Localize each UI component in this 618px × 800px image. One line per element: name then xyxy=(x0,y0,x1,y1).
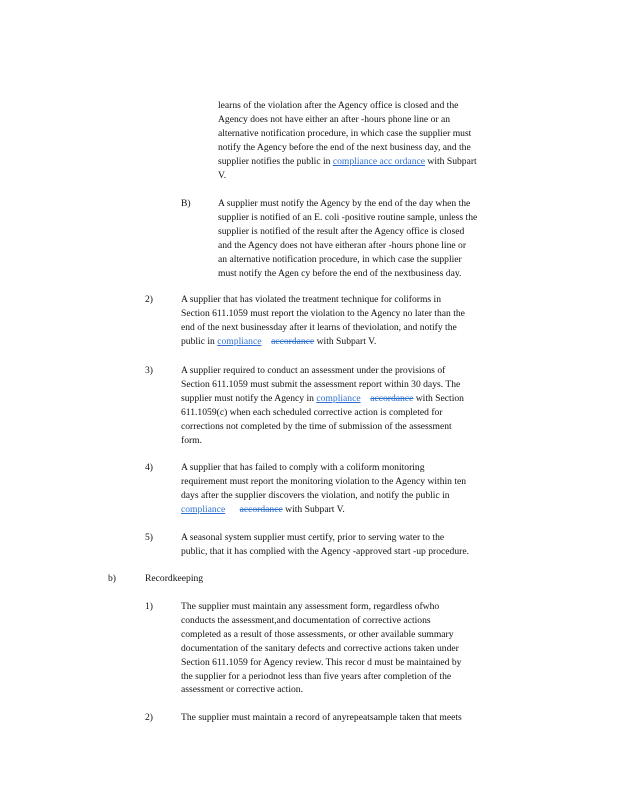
item-marker: 4) xyxy=(145,462,153,473)
text-line xyxy=(181,392,538,406)
text-line: Section 611.1059 for Agency review. This recor d must be maintained by xyxy=(181,656,462,668)
text-line: completed as a result of those assessments, or other available summary xyxy=(181,628,454,640)
text-segment: supplier notifies the public in xyxy=(218,155,331,167)
deleted-text: accordance xyxy=(239,503,283,515)
text-line: Agency does not have either an after -hours phone line or an xyxy=(218,113,451,125)
inserted-text: compliance xyxy=(217,335,262,347)
recordkeeping-2-paragraph xyxy=(181,711,538,725)
text-line: 611.1059(c) when each scheduled corrective action is completed for xyxy=(181,406,443,418)
text-segment: supplier must notify the Agency in xyxy=(181,392,317,404)
text-line xyxy=(181,503,538,517)
continuation-paragraph xyxy=(218,99,530,182)
text-line: Section 611.1059 must report the violation to the Agency no later than the xyxy=(181,307,465,319)
text-line: supplier is notified of an E. coli -positive routine sample, unless the xyxy=(218,211,478,223)
text-line: public, that it has complied with the Agency -approved start -up procedure. xyxy=(181,545,469,557)
text-line: A seasonal system supplier must certify, prior to serving water to the xyxy=(181,532,445,543)
item-b-paragraph xyxy=(218,197,538,280)
item-marker: 2) xyxy=(145,712,153,723)
item-2-paragraph xyxy=(181,293,538,349)
text-line: form. xyxy=(181,434,203,446)
item-marker: 1) xyxy=(145,601,153,612)
item-marker: 3) xyxy=(145,365,153,376)
text-line xyxy=(218,155,530,169)
recordkeeping-1-paragraph xyxy=(181,600,538,697)
inserted-text: compliance acc ordance xyxy=(332,155,426,167)
text-line: requirement must report the monitoring violation to the Agency within ten xyxy=(181,475,467,487)
text-line: the supplier for a periodnot less than five years after completion of the xyxy=(181,670,452,682)
item-4-paragraph xyxy=(181,461,538,517)
text-line: A supplier must notify the Agency by the end of the day when the xyxy=(218,198,471,209)
text-segment: with Subpart xyxy=(425,155,477,167)
text-line: assessment or corrective action. xyxy=(181,684,304,696)
section-heading: Recordkeeping xyxy=(145,573,204,584)
text-line: and the Agency does not have eitheran after -hours phone line or xyxy=(218,239,467,251)
section-marker: b) xyxy=(108,573,116,584)
text-segment: public in xyxy=(181,335,218,347)
text-line: days after the supplier discovers the violation, and notify the public in xyxy=(181,489,450,501)
text-line: alternative notification procedure, in which case the supplier must xyxy=(218,127,472,139)
text-line: supplier is notified of the result after the Agency office is closed xyxy=(218,225,465,237)
text-line: The supplier must maintain any assessment form, regardless ofwho xyxy=(181,601,440,612)
item-marker: 5) xyxy=(145,532,153,543)
text-line: The supplier must maintain a record of anyrepeatsample taken that meets xyxy=(181,712,462,723)
text-line: V. xyxy=(218,169,227,181)
text-line: must notify the Agen cy before the end of the nextbusiness day. xyxy=(218,267,462,279)
text-line: end of the next businessday after it learns of theviolation, and notify the xyxy=(181,321,457,333)
text-segment: with Subpart V. xyxy=(282,503,345,515)
deleted-text: accordance xyxy=(271,335,315,347)
inserted-text: compliance xyxy=(181,503,226,515)
text-line xyxy=(181,335,538,349)
text-line: Section 611.1059 must submit the assessment report within 30 days. The xyxy=(181,378,461,390)
text-line: A supplier required to conduct an assessment under the provisions of xyxy=(181,365,446,376)
item-3-paragraph xyxy=(181,364,538,447)
text-line: A supplier that has failed to comply with a coliform monitoring xyxy=(181,462,425,473)
text-segment: with Subpart V. xyxy=(314,335,377,347)
inserted-text: compliance xyxy=(316,392,361,404)
item-5-paragraph xyxy=(181,531,538,559)
text-line: corrections not completed by the time of submission of the assessment xyxy=(181,420,452,432)
text-line: conducts the assessment,and documentation of corrective actions xyxy=(181,614,431,626)
text-line: an alternative notification procedure, in which case the supplier xyxy=(218,253,462,265)
text-line: A supplier that has violated the treatment technique for coliforms in xyxy=(181,294,442,305)
item-marker: 2) xyxy=(145,294,153,305)
text-segment: with Section xyxy=(413,392,464,404)
item-marker: B) xyxy=(181,198,191,209)
text-line: documentation of the sanitary defects and corrective actions taken under xyxy=(181,642,459,654)
text-line: learns of the violation after the Agency office is closed and the xyxy=(218,100,459,111)
deleted-text: accordance xyxy=(370,392,414,404)
text-line: notify the Agency before the end of the next business day, and the xyxy=(218,141,471,153)
